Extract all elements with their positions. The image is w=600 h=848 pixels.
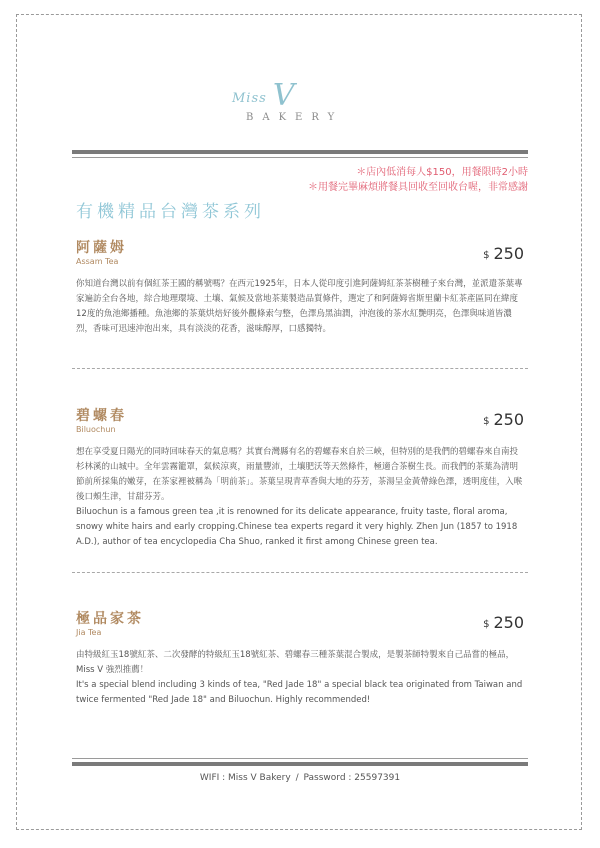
currency-symbol: $ [483,416,490,427]
price-value: 250 [493,613,524,632]
item-price [483,244,524,263]
currency-symbol: $ [483,250,490,261]
price-value: 250 [493,244,524,263]
item-price [483,410,524,429]
section-divider [72,368,528,369]
wifi-password: Password : 25597391 [303,773,401,783]
series-title: 有機精品台灣茶系列 [76,202,265,222]
footer-rule-thick [72,762,528,766]
price-value: 250 [493,410,524,429]
item-name: 阿薩姆 [76,240,127,256]
wifi-name: WIFI : Miss V Bakery [199,773,291,783]
menu-item-assam [76,240,524,337]
item-name: 碧螺春 [76,408,127,424]
currency-symbol: $ [483,619,490,630]
logo-script-large: V [272,78,296,113]
item-english-name: Biluochun [76,425,116,434]
wifi-info [0,773,600,783]
item-description [76,445,524,550]
item-price [483,613,524,632]
item-description [76,648,524,708]
description-paragraph-en: It's a special blend including 3 kinds of tea, "Red Jade 18" a special black tea originated from Taiwan and twice fermented "Red Jade 18" and Biluochun. Highly recommended! [76,680,523,705]
item-description [76,277,524,337]
header-rule-thick [72,150,528,154]
item-english-name: Assam Tea [76,257,119,266]
description-paragraph: 你知道台灣以前有個紅茶王國的稱號嗎？在西元1925年，日本人從印度引進阿薩姆紅茶茶樹種子來台灣，並派遣茶葉專家遍訪全台各地，綜合地理環境、土壤、氣候及當地茶葉製造品質條件，選定了和阿薩姆省斯里蘭卡紅茶產區同在緯度12度的魚池鄉播種。魚池鄉的茶葉烘焙好後外觀條索勻整，色澤烏黑油潤，沖泡後的茶水紅艷明亮，色澤與味道皆濃烈，香味可迅速沖泡出來，具有淡淡的花香，滋味醇厚，口感獨特。 [76,279,523,334]
description-paragraph-en: Biluochun is a famous green tea ,it is renowned for its delicate appearance, fruity taste, floral aroma, snowy white hairs and early cropping.Chinese tea experts regard it very highly. Zhen Jun (1857 to 1918 A.D.), author of tea encyclopedia Cha Shuo, ranked it first among Chinese green tea. [76,507,518,547]
header-rule-thin [72,157,528,158]
description-paragraph: 想在享受夏日陽光的同時回味春天的氣息嗎？其實台灣縣有名的碧螺春來自於三峽，但特別的是我們的碧螺春來自南投杉林溪的山城中。全年雲霧籠罩，氣候涼爽，雨量豐沛，土壤肥沃等天然條件，極適合茶樹生長。而我們的茶葉為清明節前所採集的嫩芽，在茶家裡被稱為「明前茶」。茶葉呈現青草香與大地的芬芳，茶湯呈金黃帶綠色澤，透明度佳，入喉後口頰生津，甘甜芬芳。 [76,447,523,502]
logo-script-small: Miss [232,91,267,106]
item-name: 極品家茶 [76,611,144,627]
footer-divider: / [295,773,299,783]
menu-item-biluochun [76,408,524,550]
section-divider [72,572,528,573]
description-paragraph: 由特級紅玉18號紅茶、二次發酵的特級紅玉18號紅茶、碧螺春三種茶葉混合製成，是製茶師特製來自己品嘗的極品，Miss V 強烈推薦！ [76,650,515,675]
item-english-name: Jia Tea [76,628,102,637]
logo-subtitle: BAKERY [246,112,344,123]
logo-script [232,78,295,113]
notice-return-tableware: ＊用餐完畢麻煩將餐具回收至回收台喔，非常感謝 [308,182,528,193]
footer-rule-thin [72,758,528,759]
bakery-logo [0,68,600,138]
menu-item-jia-tea [76,611,524,708]
notice-minimum-charge: ＊店內低消每人$150，用餐限時2小時 [356,167,528,178]
